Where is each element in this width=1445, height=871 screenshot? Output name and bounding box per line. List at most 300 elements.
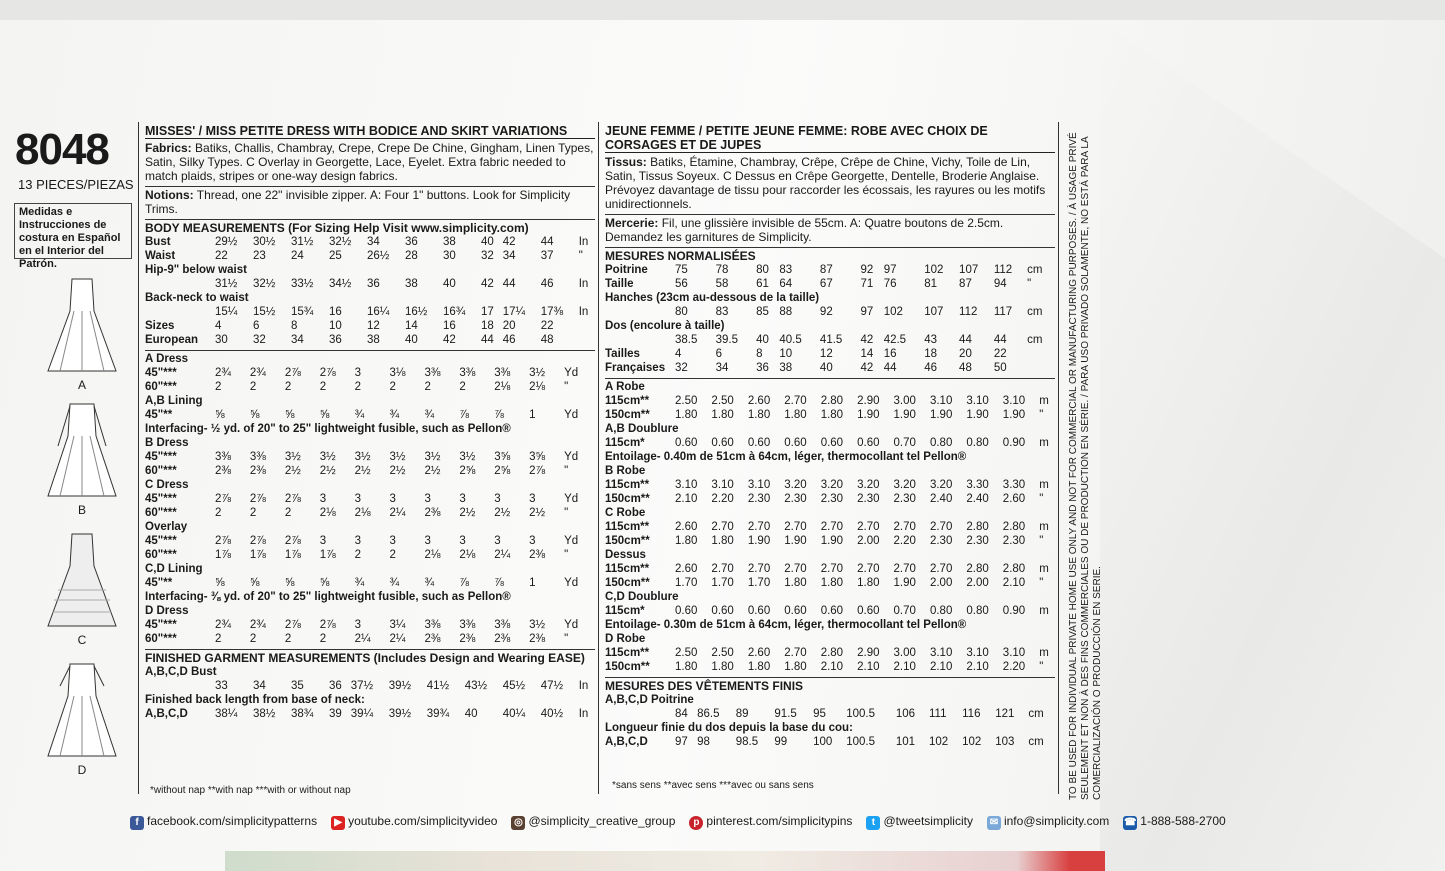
cell: 42 bbox=[860, 362, 874, 374]
cell: 17¼ bbox=[502, 306, 526, 318]
cell: 42.5 bbox=[883, 334, 907, 346]
finis-table bbox=[605, 693, 1055, 749]
cell: 3¼ bbox=[389, 619, 406, 631]
section-label: Longueur finie du dos depuis la base du cou: bbox=[605, 722, 853, 734]
cell: 2.60 bbox=[747, 647, 771, 659]
cell: 2.70 bbox=[929, 563, 953, 575]
cell: 3½ bbox=[319, 451, 336, 463]
view-a-sketch bbox=[44, 275, 120, 392]
cell: 117 bbox=[993, 306, 1013, 318]
cell: 0.70 bbox=[893, 605, 916, 617]
table-row bbox=[605, 492, 1055, 506]
cell: 0.60 bbox=[747, 437, 771, 449]
divider-middle bbox=[598, 122, 599, 794]
cell: 3.10 bbox=[675, 479, 698, 491]
cell: 3.00 bbox=[893, 395, 916, 407]
cell: 2¾ bbox=[249, 619, 266, 631]
section-label: C,D Doublure bbox=[605, 591, 679, 603]
cell: 36 bbox=[756, 362, 769, 374]
youtube-link[interactable]: ▶ youtube.com/simplicityvideo bbox=[331, 814, 497, 830]
cell: " bbox=[564, 507, 569, 519]
cell: " bbox=[564, 633, 569, 645]
section-label-row bbox=[145, 562, 595, 576]
table-row bbox=[145, 548, 595, 562]
section-label-row bbox=[605, 422, 1055, 436]
cell: 2.10 bbox=[857, 661, 880, 673]
cell: 87 bbox=[819, 264, 833, 276]
tissus-label: Tissus: bbox=[605, 155, 647, 169]
section-label: Dessus bbox=[605, 549, 646, 561]
cell: ⅞ bbox=[459, 409, 469, 421]
cell: 44 bbox=[540, 236, 554, 248]
section-label-row bbox=[145, 352, 595, 366]
cell: 3⅝ bbox=[529, 451, 546, 463]
cell: 2.70 bbox=[857, 521, 880, 533]
section-label-row bbox=[145, 263, 595, 277]
cell: 18 bbox=[924, 348, 938, 360]
cell: 1.80 bbox=[711, 661, 734, 673]
cell: 107 bbox=[924, 306, 944, 318]
section-label: A Robe bbox=[605, 381, 645, 393]
table-row bbox=[605, 534, 1055, 548]
cell: 1.90 bbox=[857, 409, 880, 421]
cell: 36 bbox=[405, 236, 418, 248]
cell: 2.60 bbox=[675, 521, 698, 533]
section-label: A,B,C,D Poitrine bbox=[605, 694, 694, 706]
section-label-row bbox=[605, 632, 1055, 646]
row-label: Bust bbox=[145, 236, 171, 248]
section-label-row bbox=[605, 590, 1055, 604]
cell: 2⅞ bbox=[529, 465, 546, 477]
cell: 2½ bbox=[389, 465, 406, 477]
section-label-row bbox=[605, 693, 1055, 707]
french-title: JEUNE FEMME / PETITE JEUNE FEMME: ROBE AVEC CHOIX DE CORSAGES ET DE JUPES bbox=[605, 124, 1055, 153]
cell: 2.90 bbox=[857, 395, 880, 407]
cell: 16 bbox=[443, 320, 456, 332]
cell: 0.60 bbox=[675, 437, 698, 449]
cell: 2 bbox=[284, 633, 292, 645]
cell: 99 bbox=[774, 736, 788, 748]
notions-text: Thread, one 22" invisible zipper. A: Four 1" buttons. Look for Simplicity Trims. bbox=[145, 188, 571, 216]
youtube-icon: ▶ bbox=[331, 816, 345, 830]
cell: 2 bbox=[319, 633, 327, 645]
table-row bbox=[145, 576, 595, 590]
table-row bbox=[605, 305, 1055, 319]
pieces-count: 13 PIECES/PIEZAS bbox=[18, 177, 134, 192]
cell: 112 bbox=[993, 264, 1013, 276]
cell: 39.5 bbox=[715, 334, 738, 346]
section-label: Back-neck to waist bbox=[145, 292, 249, 304]
row-label: A,B,C,D bbox=[145, 708, 188, 720]
cell: 40½ bbox=[540, 708, 564, 720]
cell: 2.00 bbox=[929, 577, 953, 589]
table-row bbox=[145, 464, 595, 478]
cell: In bbox=[578, 278, 589, 290]
section-label-row bbox=[145, 520, 595, 534]
cell: 3⅜ bbox=[249, 451, 266, 463]
table-row bbox=[605, 394, 1055, 408]
cell: 37 bbox=[540, 250, 554, 262]
section-label-row bbox=[605, 464, 1055, 478]
table-row bbox=[145, 235, 595, 249]
cell: Yd bbox=[564, 619, 579, 631]
cell: 3½ bbox=[459, 451, 476, 463]
view-a-label: A bbox=[77, 378, 86, 392]
cell: 2.80 bbox=[966, 563, 989, 575]
cell: 40 bbox=[481, 236, 494, 248]
cell: 29½ bbox=[215, 236, 238, 248]
cell: 39 bbox=[329, 708, 342, 720]
row-label: Sizes bbox=[145, 320, 175, 332]
section-label-row bbox=[605, 721, 1055, 735]
pattern-number: 8048 bbox=[15, 125, 109, 174]
cell: 3.10 bbox=[929, 395, 953, 407]
cell: 2.30 bbox=[857, 493, 880, 505]
cell: 1.80 bbox=[675, 409, 698, 421]
row-label: 60"*** bbox=[145, 549, 177, 561]
section-label-row bbox=[145, 590, 595, 604]
cell: 2 bbox=[284, 507, 292, 519]
cell: 14 bbox=[860, 348, 874, 360]
cell: 1.90 bbox=[893, 577, 916, 589]
cell: 1.80 bbox=[711, 535, 734, 547]
cell: Yd bbox=[564, 451, 579, 463]
row-label: Poitrine bbox=[605, 264, 648, 276]
instagram-link[interactable]: ◎ @simplicity_creative_group bbox=[511, 814, 675, 830]
cell: 58 bbox=[715, 278, 729, 290]
cell: 0.60 bbox=[857, 605, 880, 617]
row-label bbox=[145, 679, 215, 693]
row-label: 115cm* bbox=[605, 437, 645, 449]
table-row bbox=[145, 618, 595, 632]
cell: 3 bbox=[354, 619, 362, 631]
cell: 80 bbox=[675, 306, 688, 318]
cell: 38½ bbox=[253, 708, 276, 720]
cell: 83 bbox=[715, 306, 729, 318]
cell: 2⅝ bbox=[494, 465, 511, 477]
view-b-sketch bbox=[44, 400, 120, 517]
cell: 2.30 bbox=[966, 535, 989, 547]
dress-d-icon bbox=[44, 660, 120, 760]
cell: 2¼ bbox=[494, 549, 511, 561]
cell: 2⅛ bbox=[424, 549, 441, 561]
cell: 28 bbox=[405, 250, 418, 262]
cell: 1.80 bbox=[784, 409, 807, 421]
section-label-row bbox=[145, 665, 595, 679]
cell: 2½ bbox=[319, 465, 336, 477]
cell: 2.20 bbox=[893, 535, 916, 547]
row-label bbox=[145, 305, 215, 319]
cell: 39¼ bbox=[350, 708, 374, 720]
pinterest-icon: p bbox=[689, 816, 703, 830]
cell: 0.60 bbox=[820, 605, 844, 617]
cell: 2.50 bbox=[711, 395, 734, 407]
table-row bbox=[145, 632, 595, 646]
cell: 116 bbox=[962, 708, 981, 720]
section-label: A,B Lining bbox=[145, 395, 203, 407]
fabrics-label: Fabrics: bbox=[145, 141, 192, 155]
cell: 2.50 bbox=[711, 647, 734, 659]
section-label: B Dress bbox=[145, 437, 189, 449]
row-label bbox=[605, 305, 675, 319]
cell: 16½ bbox=[405, 306, 428, 318]
cell: 2.70 bbox=[784, 563, 807, 575]
cell: 40.5 bbox=[779, 334, 802, 346]
cell: ¾ bbox=[389, 577, 400, 589]
mesures-table bbox=[605, 263, 1055, 375]
view-c-label: C bbox=[77, 633, 87, 647]
twitter-link[interactable]: t @tweetsimplicity bbox=[866, 814, 973, 830]
cell: 15¼ bbox=[215, 306, 238, 318]
cell: 2.60 bbox=[675, 563, 698, 575]
cell: 45½ bbox=[502, 680, 526, 692]
table-row bbox=[605, 333, 1055, 347]
mercerie-label: Mercerie: bbox=[605, 216, 659, 230]
cell: 3⅜ bbox=[424, 367, 441, 379]
cell: 76 bbox=[883, 278, 897, 290]
cell: 98.5 bbox=[735, 736, 759, 748]
cell: 39½ bbox=[388, 708, 412, 720]
cell: 2.70 bbox=[857, 563, 880, 575]
cell: 0.80 bbox=[966, 605, 989, 617]
cell: 31½ bbox=[291, 236, 314, 248]
cell: 2 bbox=[354, 381, 362, 393]
cell: 25 bbox=[329, 250, 342, 262]
cell: 97 bbox=[860, 306, 874, 318]
section-label-row bbox=[605, 380, 1055, 394]
cell: 103 bbox=[995, 736, 1015, 748]
cell: " bbox=[564, 381, 569, 393]
cell: m bbox=[1039, 395, 1049, 407]
cell: 2 bbox=[389, 381, 396, 393]
cell: 2.10 bbox=[966, 661, 989, 673]
cell: 8 bbox=[756, 348, 763, 360]
row-label: Françaises bbox=[605, 362, 666, 374]
row-label: 150cm** bbox=[605, 535, 650, 547]
cell: 2.30 bbox=[1002, 535, 1026, 547]
cell: 67 bbox=[819, 278, 833, 290]
cell: 3 bbox=[494, 493, 501, 505]
cell: 112 bbox=[959, 306, 978, 318]
cell: 2.40 bbox=[929, 493, 953, 505]
cell: 2⅞ bbox=[284, 367, 301, 379]
cell: 2⅝ bbox=[459, 465, 476, 477]
cell: 3⅜ bbox=[459, 619, 476, 631]
cell: 2½ bbox=[529, 507, 546, 519]
section-label-row bbox=[605, 319, 1055, 333]
cell: 35 bbox=[291, 680, 304, 692]
cell: 3.30 bbox=[1002, 479, 1026, 491]
cell: 2.30 bbox=[820, 493, 844, 505]
row-label: 45"*** bbox=[145, 451, 177, 463]
cell: 2.70 bbox=[929, 521, 953, 533]
social-footer bbox=[130, 814, 1226, 830]
cell: 2.70 bbox=[747, 563, 771, 575]
table-row bbox=[605, 604, 1055, 618]
row-label bbox=[145, 277, 215, 291]
cell: 1⅞ bbox=[249, 549, 266, 561]
cell: 3.20 bbox=[820, 479, 844, 491]
cell: 121 bbox=[995, 708, 1015, 720]
cell: 34½ bbox=[329, 278, 352, 290]
cell: 2.10 bbox=[893, 661, 916, 673]
phone-icon: ☎ bbox=[1124, 817, 1137, 828]
cell: 40 bbox=[756, 334, 769, 346]
cell: 41½ bbox=[426, 680, 450, 692]
phone-link[interactable]: ☎ 1-888-588-2700 bbox=[1124, 814, 1226, 828]
cell: 2¼ bbox=[389, 507, 406, 519]
twitter-icon: t bbox=[866, 816, 880, 830]
cell: 98 bbox=[697, 736, 710, 748]
cell: 46 bbox=[924, 362, 938, 374]
cell: 1.80 bbox=[784, 661, 807, 673]
cell: 75 bbox=[675, 264, 688, 276]
cell: 107 bbox=[959, 264, 979, 276]
cell: ¾ bbox=[389, 409, 400, 421]
cell: 95 bbox=[813, 708, 826, 720]
cell: 48 bbox=[540, 334, 554, 346]
cell: 42 bbox=[443, 334, 456, 346]
fabrics-text: Batiks, Challis, Chambray, Crepe, Crepe De Chine, Gingham, Linen Types, Satin, Silky Types. C Overlay in Georgette, Lace, Eyelet. Extra fabric needed to match plaids, stripes or one-way design fabrics. bbox=[145, 141, 594, 183]
cell: 37½ bbox=[350, 680, 374, 692]
cell bbox=[579, 333, 595, 347]
cell: 3⅜ bbox=[459, 367, 476, 379]
section-label: Hip-9" below waist bbox=[145, 264, 247, 276]
cell: 3½ bbox=[389, 451, 406, 463]
finished-header: FINISHED GARMENT MEASUREMENTS (Includes Design and Wearing EASE) bbox=[145, 649, 595, 665]
cell: 0.60 bbox=[784, 605, 807, 617]
cell: 2¼ bbox=[389, 633, 406, 645]
cell: 2.90 bbox=[857, 647, 880, 659]
row-label: 60"*** bbox=[145, 381, 177, 393]
cell: 40 bbox=[819, 362, 833, 374]
cell: 34 bbox=[291, 334, 304, 346]
view-b-label: B bbox=[77, 503, 86, 517]
table-row bbox=[145, 707, 595, 721]
email-link[interactable]: ✉ info@simplicity.com bbox=[987, 814, 1109, 830]
cell: 3 bbox=[389, 535, 396, 547]
cell: m bbox=[1039, 479, 1049, 491]
cell: 3.20 bbox=[784, 479, 807, 491]
cell: 30 bbox=[215, 334, 228, 346]
cell: 2.70 bbox=[893, 563, 916, 575]
cell: 2.80 bbox=[1002, 563, 1026, 575]
cell: 2.30 bbox=[747, 493, 771, 505]
facebook-link[interactable]: f facebook.com/simplicitypatterns bbox=[130, 814, 317, 830]
cell: " bbox=[564, 465, 569, 477]
cell: 2.20 bbox=[1002, 661, 1026, 673]
pinterest-link[interactable]: p pinterest.com/simplicitypins bbox=[689, 814, 852, 830]
table-row bbox=[145, 249, 595, 263]
cell: 38 bbox=[443, 236, 456, 248]
cell: 16¼ bbox=[367, 306, 390, 318]
section-label-row bbox=[145, 422, 595, 436]
row-label: 45"** bbox=[145, 577, 173, 589]
cell: 1.90 bbox=[784, 535, 807, 547]
table-row bbox=[145, 492, 595, 506]
cell: 36 bbox=[329, 680, 342, 692]
cell: 1.70 bbox=[711, 577, 734, 589]
cell: " bbox=[1039, 493, 1044, 505]
cell: 1⅞ bbox=[284, 549, 301, 561]
cell: 36 bbox=[367, 278, 380, 290]
section-label-row bbox=[605, 548, 1055, 562]
cell: 0.70 bbox=[893, 437, 916, 449]
cell: 23 bbox=[253, 250, 266, 262]
row-label: 115cm** bbox=[605, 521, 650, 533]
cell: 2.40 bbox=[966, 493, 989, 505]
cell: 2.00 bbox=[966, 577, 989, 589]
cell: 10 bbox=[779, 348, 793, 360]
cell: 2.70 bbox=[784, 395, 807, 407]
cell: 34 bbox=[367, 236, 380, 248]
table-row bbox=[605, 277, 1055, 291]
section-label: Interfacing- ⅜ yd. of 20" to 25" lightweight fusible, such as Pellon® bbox=[145, 591, 511, 603]
cell: 2.10 bbox=[929, 661, 953, 673]
cell: 106 bbox=[895, 708, 916, 720]
row-label: 115cm** bbox=[605, 479, 650, 491]
cell: 3 bbox=[424, 535, 431, 547]
cell: 83 bbox=[779, 264, 793, 276]
cell: 2.30 bbox=[784, 493, 807, 505]
cell: 94 bbox=[993, 278, 1007, 290]
cell: 0.80 bbox=[966, 437, 989, 449]
french-legend: *sans sens **avec sens ***avec ou sans sens bbox=[612, 780, 814, 791]
row-label: Waist bbox=[145, 250, 176, 262]
cell: m bbox=[1039, 605, 1049, 617]
cell: 84 bbox=[675, 708, 688, 720]
cell: 32 bbox=[675, 362, 688, 374]
cell: 102 bbox=[929, 736, 949, 748]
cell: 2 bbox=[459, 381, 466, 393]
finished-table bbox=[145, 665, 595, 721]
cell: 8 bbox=[291, 320, 298, 332]
cell: 1.90 bbox=[747, 535, 771, 547]
cell: 2.70 bbox=[711, 521, 734, 533]
table-row bbox=[145, 277, 595, 291]
cell: 2.20 bbox=[711, 493, 734, 505]
cell: ⅝ bbox=[319, 577, 330, 589]
cell: 3½ bbox=[354, 451, 371, 463]
table-row bbox=[605, 646, 1055, 660]
cell: 1.90 bbox=[929, 409, 953, 421]
cell bbox=[1027, 347, 1055, 361]
cell: ⅝ bbox=[319, 409, 330, 421]
row-label: European bbox=[145, 334, 199, 346]
cell: 101 bbox=[895, 736, 916, 748]
cell: 1.90 bbox=[1002, 409, 1026, 421]
cell: 3 bbox=[319, 535, 327, 547]
cell: m bbox=[1039, 521, 1049, 533]
dress-a-icon bbox=[44, 275, 120, 375]
cell: 3 bbox=[319, 493, 327, 505]
row-label: 115cm** bbox=[605, 647, 650, 659]
cell: 3.20 bbox=[929, 479, 953, 491]
cell: 2½ bbox=[494, 507, 511, 519]
cell: 2½ bbox=[459, 507, 476, 519]
cell: ⅝ bbox=[249, 577, 260, 589]
table-row bbox=[145, 506, 595, 520]
table-row bbox=[605, 347, 1055, 361]
cell: 6 bbox=[715, 348, 722, 360]
cell: 2.50 bbox=[675, 647, 698, 659]
cell: 81 bbox=[924, 278, 938, 290]
cell: 2⅛ bbox=[529, 381, 546, 393]
cell: In bbox=[578, 708, 589, 720]
cell: Yd bbox=[564, 409, 579, 421]
row-label: A,B,C,D bbox=[605, 736, 648, 748]
cell: 2⅞ bbox=[215, 493, 231, 505]
